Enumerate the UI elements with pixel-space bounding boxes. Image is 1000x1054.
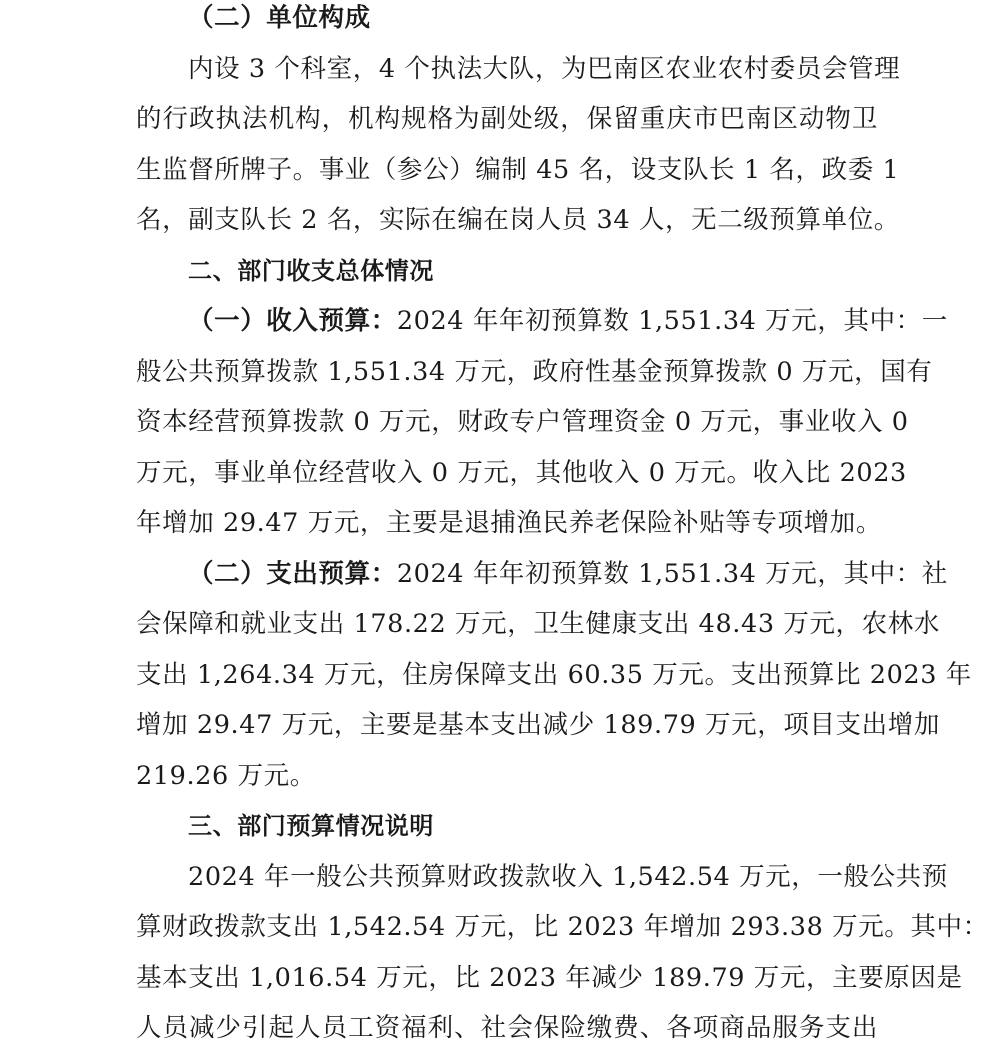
paragraph-line: 年增加 29.47 万元，主要是退捕渔民养老保险补贴等专项增加。 (136, 508, 882, 538)
expense-paragraph-first-line (136, 549, 948, 600)
paragraph-line: 内设 3 个科室，4 个执法大队，为巴南区农业农村委员会管理 (188, 53, 901, 84)
expense-label: （二）支出预算： (188, 558, 397, 589)
paragraph-line: 的行政执法机构，机构规格为副处级，保留重庆市巴南区动物卫 (136, 104, 878, 134)
paragraph-line: 生监督所牌子。事业（参公）编制 45 名，设支队长 1 名，政委 1 (136, 154, 900, 185)
paragraph-line: 资本经营预算拨款 0 万元，财政专户管理资金 0 万元，事业收入 0 (136, 407, 909, 437)
paragraph-line: 支出 1,264.34 万元，住房保障支出 60.35 万元。支出预算比 2023 年 (136, 659, 972, 690)
paragraph-line: 万元，事业单位经营收入 0 万元，其他收入 0 万元。收入比 2023 (136, 457, 907, 488)
paragraph-line: 人员减少引起人员工资福利、社会保险缴费、各项商品服务支出 (136, 1013, 878, 1043)
paragraph-line: 算财政拨款支出 1,542.54 万元，比 2023 年增加 293.38 万元。其中： (136, 912, 989, 942)
paragraph-text: 2024 年年初预算数 1,551.34 万元，其中：一 (396, 306, 948, 336)
paragraph-line: 219.26 万元。 (136, 760, 316, 791)
paragraph-line: 基本支出 1,016.54 万元，比 2023 年减少 189.79 万元，主要原因是 (136, 962, 963, 993)
paragraph-line: 名，副支队长 2 名，实际在编在岗人员 34 人，无二级预算单位。 (136, 205, 900, 235)
paragraph-line: 2024 年一般公共预算财政拨款收入 1,542.54 万元，一般公共预 (188, 861, 948, 892)
document-page (136, 0, 989, 1054)
section-two-heading: 二、部门收支总体情况 (188, 256, 434, 285)
income-label: （一）收入预算： (188, 306, 397, 336)
paragraph-line: 会保障和就业支出 178.22 万元，卫生健康支出 48.43 万元，农林水 (136, 609, 940, 639)
section-unit-title: （二）单位构成 (188, 3, 371, 33)
paragraph-text: 2024 年年初预算数 1,551.34 万元，其中：社 (396, 558, 948, 589)
paragraph-line: 增加 29.47 万元，主要是基本支出减少 189.79 万元，项目支出增加 (136, 710, 940, 740)
section-three-heading: 三、部门预算情况说明 (188, 812, 434, 840)
income-paragraph-first-line (136, 296, 948, 347)
paragraph-line: 般公共预算拨款 1,551.34 万元，政府性基金预算拨款 0 万元，国有 (136, 356, 933, 387)
